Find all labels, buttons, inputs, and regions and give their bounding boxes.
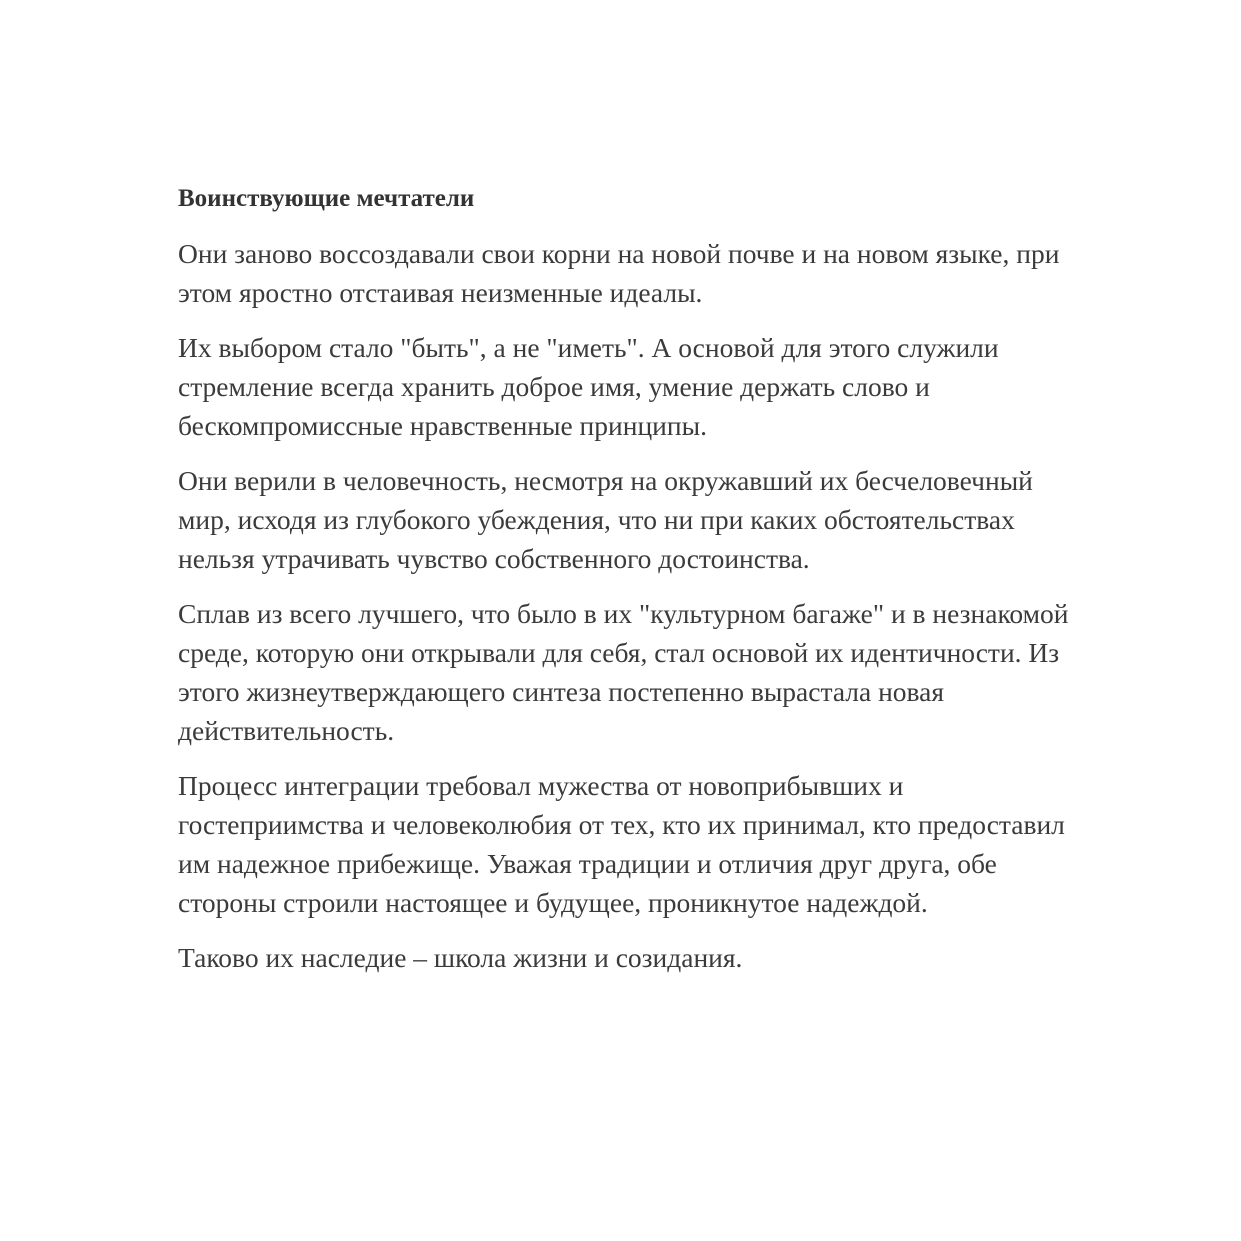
paragraph-4: Сплав из всего лучшего, что было в их "культурном багаже" и в незнакомой среде, которую они открывали для себя, стал основой их идентичности. Из этого жизнеутверждающего синтеза постепенно вырастала новая действительность. — [178, 598, 1069, 746]
paragraph-2: Их выбором стало "быть", а не "иметь". А основой для этого служили стремление всегда хранить доброе имя, умение держать слово и бескомпромиссные нравственные принципы. — [178, 332, 999, 441]
document-page — [178, 180, 1078, 993]
paragraph-6: Таково их наследие – школа жизни и созидания. — [178, 942, 743, 973]
paragraph-5: Процесс интеграции требовал мужества от новоприбывших и гостеприимства и человеколюбия от тех, кто их принимал, кто предоставил им надежное прибежище. Уважая традиции и отличия друг друга, обе стороны строили настоящее и будущее, проникнутое надеждой. — [178, 770, 1065, 918]
paragraph-3: Они верили в человечность, несмотря на окружавший их бесчеловечный мир, исходя из глубокого убеждения, что ни при каких обстоятельствах нельзя утрачивать чувство собственного достоинства. — [178, 465, 1033, 574]
paragraph-1: Они заново воссоздавали свои корни на новой почве и на новом языке, при этом яростно отстаивая неизменные идеалы. — [178, 238, 1060, 308]
document-title: Воинствующие мечтатели — [178, 185, 475, 212]
